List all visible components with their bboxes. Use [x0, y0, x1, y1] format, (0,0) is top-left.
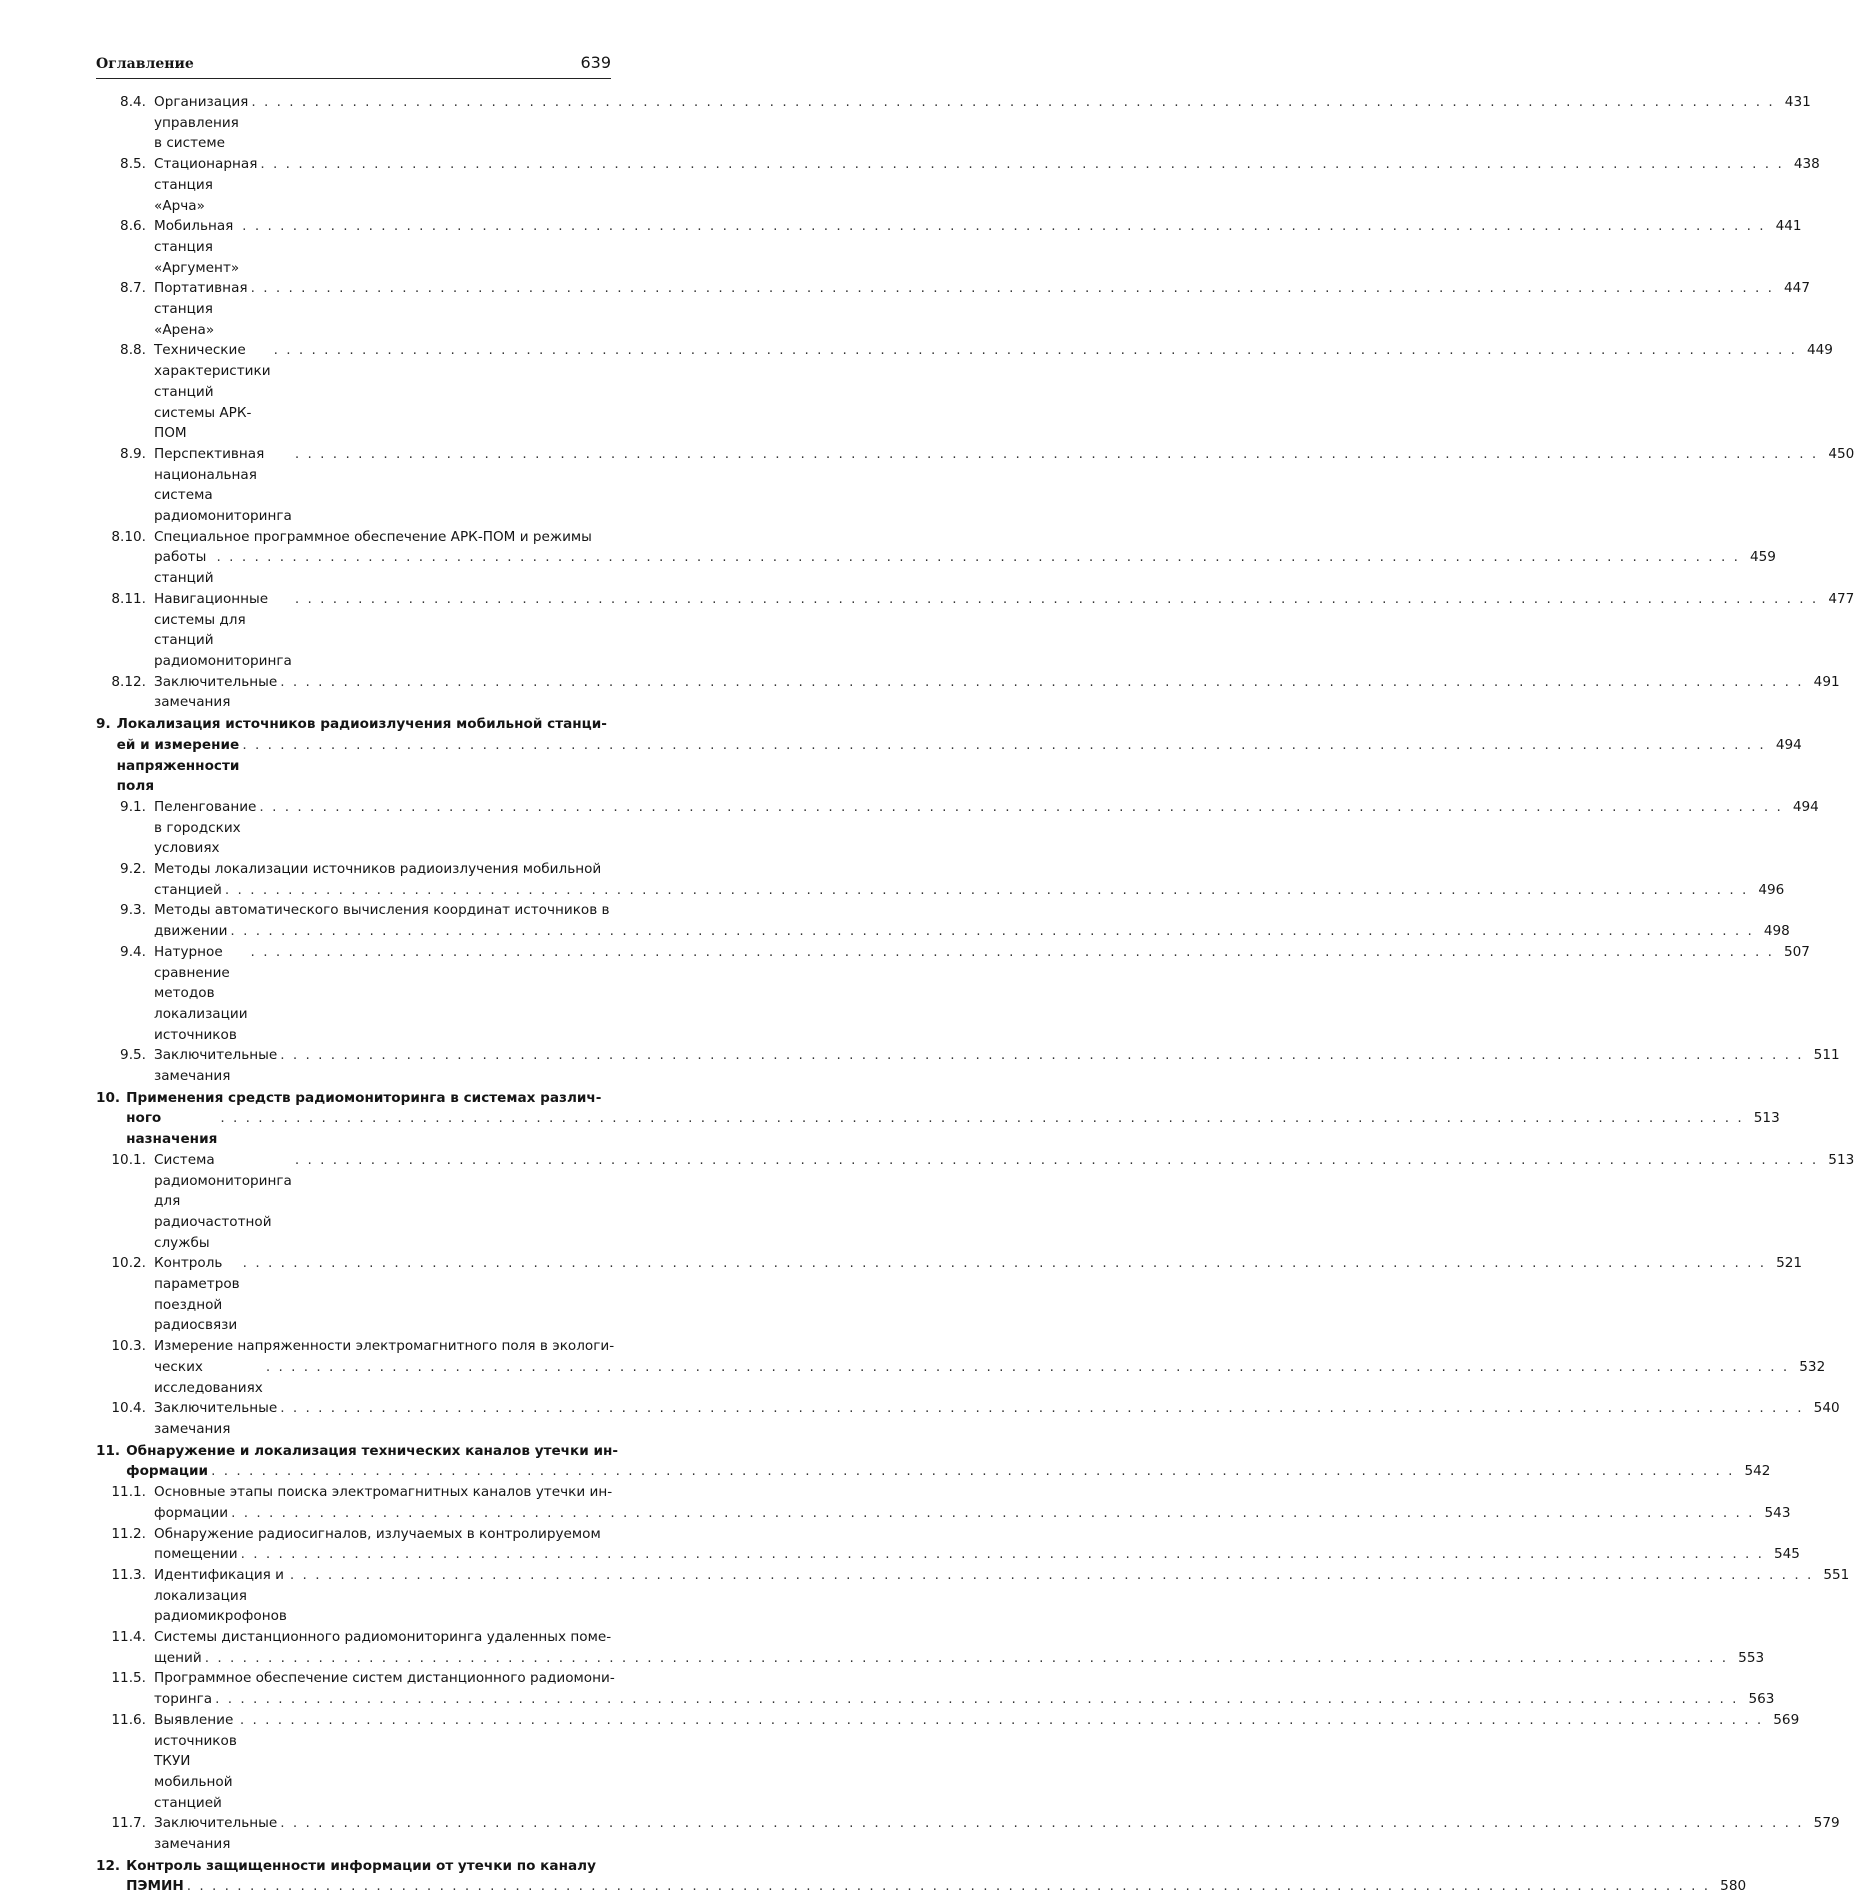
dot-leader [231, 1503, 1754, 1524]
toc-section-entry[interactable] [96, 92, 1811, 154]
toc-section-entry[interactable] [96, 859, 1785, 900]
toc-entry-page: 447 [1784, 280, 1810, 297]
dot-leader [240, 1710, 1763, 1814]
toc-entry-title-line: Применения средств радиомониторинга в системах различ- [126, 1089, 602, 1106]
dot-leader [280, 1813, 1803, 1854]
toc-entry-page: 450 [1828, 445, 1854, 462]
toc-section-entry[interactable] [96, 942, 1810, 1046]
dot-leader [260, 154, 1783, 216]
toc-entry-page: 511 [1813, 1047, 1840, 1064]
toc-entry-page: 438 [1793, 156, 1820, 173]
toc-section-entry[interactable] [96, 1668, 1775, 1709]
toc-entry-page: 507 [1783, 943, 1810, 960]
toc-entry-page: 521 [1776, 1255, 1803, 1272]
toc-entry-number: 10.4. [111, 1400, 146, 1417]
toc-entry-title: Выявление источников ТКУИ мобильной станцией [154, 1711, 237, 1811]
toc-entry-title: Стационарная станция «Арча» [154, 156, 258, 214]
toc-entry-title: станцией [154, 881, 222, 898]
toc-entry-page: 441 [1775, 218, 1802, 235]
toc-section-entry[interactable] [96, 900, 1790, 941]
toc-entry-title: ей и измерение напряженности поля [116, 736, 240, 795]
toc-entry-number: 10. [96, 1089, 121, 1106]
toc-entry-title: Перспективная национальная система радиомониторинга [154, 445, 292, 525]
toc-entry-number: 9.2. [120, 861, 146, 878]
toc-section-entry[interactable] [96, 1565, 1850, 1627]
toc-entry-title: Идентификация и локализация радиомикрофонов [154, 1566, 287, 1625]
toc-entry-title: Контроль параметров поездной радиосвязи [154, 1255, 240, 1334]
toc-entry-page: 477 [1828, 590, 1854, 607]
toc-entry-title-line: Обнаружение и локализация технических каналов утечки ин- [126, 1442, 619, 1459]
toc-entry-title: щений [154, 1649, 202, 1666]
dot-leader [259, 797, 1782, 859]
dot-leader [242, 735, 1765, 797]
toc-entry-page: 449 [1807, 342, 1833, 359]
toc-section-entry[interactable] [96, 1336, 1826, 1398]
toc-entry-number: 9.4. [120, 943, 146, 960]
toc-entry-number: 11.6. [111, 1711, 146, 1728]
toc-entry-number: 8.6. [120, 218, 146, 235]
toc-entry-title-line: Методы автоматического вычисления координат источников в [154, 902, 610, 919]
dot-leader [295, 1150, 1818, 1254]
toc-entry-title: формации [126, 1463, 209, 1480]
dot-leader [280, 672, 1803, 713]
toc-entry-number: 9.1. [120, 798, 146, 815]
toc-section-entry[interactable] [96, 154, 1820, 216]
toc-entry-title: ного назначения [126, 1110, 218, 1148]
toc-entry-number: 11.3. [111, 1566, 146, 1583]
toc-entry-page: 542 [1744, 1463, 1771, 1480]
dot-leader [251, 92, 1774, 154]
toc-chapter-entry[interactable] [96, 714, 1802, 797]
toc-section-entry[interactable] [96, 1482, 1791, 1523]
toc-entry-number: 8.7. [120, 280, 146, 297]
dot-leader [230, 921, 1753, 942]
running-title: Оглавление [96, 56, 194, 72]
toc-section-entry[interactable] [96, 1524, 1800, 1565]
toc-section-entry[interactable] [96, 340, 1833, 444]
toc-entry-number: 9. [96, 716, 111, 733]
toc-entry-title-line: Обнаружение радиосигналов, излучаемых в контролируемом [154, 1525, 601, 1542]
toc-entry-number: 11. [96, 1442, 121, 1459]
dot-leader [242, 216, 1765, 278]
toc-entry-title: Заключительные замечания [154, 1400, 278, 1437]
toc-entry-page: 513 [1753, 1110, 1780, 1127]
toc-section-entry[interactable] [96, 1150, 1854, 1254]
dot-leader [215, 1689, 1738, 1710]
toc-entry-number: 8.11. [111, 590, 146, 607]
toc-entry-title: Технические характеристики станций системы АРК-ПОМ [154, 342, 271, 442]
toc-entry-title: Натурное сравнение методов локализации источников [154, 943, 248, 1043]
toc-section-entry[interactable] [96, 1253, 1803, 1336]
toc-entry-number: 11.1. [111, 1484, 146, 1501]
toc-section-entry[interactable] [96, 527, 1776, 589]
toc-entry-page: 579 [1813, 1815, 1840, 1832]
toc-entry-number: 9.5. [120, 1047, 146, 1064]
toc-section-entry[interactable] [96, 1627, 1765, 1668]
dot-leader [280, 1398, 1803, 1439]
toc-entry-page: 498 [1763, 923, 1790, 940]
toc-entry-page: 494 [1775, 736, 1802, 753]
toc-section-entry[interactable] [96, 797, 1819, 859]
toc-entry-page: 459 [1749, 549, 1776, 566]
dot-leader [205, 1648, 1728, 1669]
toc-entry-title: Мобильная станция «Аргумент» [154, 218, 240, 276]
dot-leader [295, 589, 1818, 672]
toc-entry-number: 8.8. [120, 342, 146, 359]
toc-section-entry[interactable] [96, 1710, 1800, 1814]
toc-entry-page: 580 [1720, 1878, 1747, 1895]
dot-leader [274, 340, 1797, 444]
toc-chapter-entry[interactable] [96, 1088, 1780, 1150]
toc-entry-title: Заключительные замечания [154, 1815, 278, 1853]
toc-section-entry[interactable] [96, 672, 1840, 713]
toc-entry-number: 8.9. [120, 445, 146, 462]
dot-leader [295, 444, 1818, 527]
toc-entry-title-line: Измерение напряженности электромагнитного поля в экологи- [154, 1338, 615, 1355]
toc-chapter-entry[interactable] [96, 1856, 1747, 1897]
dot-leader [211, 1461, 1734, 1482]
toc-entry-number: 11.7. [111, 1815, 146, 1832]
toc-entry-number: 10.2. [111, 1255, 146, 1272]
toc-entry-page: 543 [1764, 1504, 1791, 1521]
page-number: 639 [580, 53, 611, 72]
toc-chapter-entry[interactable] [96, 1441, 1771, 1482]
table-of-contents [96, 92, 1854, 1897]
toc-entry-title: Организация управления в системе [154, 94, 249, 152]
toc-entry-title: Заключительные замечания [154, 673, 278, 711]
toc-entry-title-line: Программное обеспечение систем дистанционного радиомони- [154, 1670, 615, 1687]
running-header [96, 53, 611, 72]
toc-entry-title: Система радиомониторинга для радиочастотной службы [154, 1151, 292, 1251]
toc-entry-title-line: Локализация источников радиоизлучения мобильной станци- [116, 716, 607, 733]
toc-entry-title-line: Методы локализации источников радиоизлучения мобильной [154, 861, 602, 878]
toc-entry-page: 545 [1774, 1546, 1800, 1563]
toc-entry-number: 8.4. [120, 94, 146, 110]
toc-section-entry[interactable] [96, 278, 1810, 340]
toc-entry-title: ческих исследованиях [154, 1358, 263, 1396]
toc-entry-title: торинга [154, 1691, 213, 1708]
toc-entry-title-line: Основные этапы поиска электромагнитных каналов утечки ин- [154, 1484, 613, 1501]
dot-leader [290, 1565, 1813, 1627]
toc-entry-number: 8.10. [111, 528, 146, 545]
toc-section-entry[interactable] [96, 1813, 1840, 1854]
toc-entry-page: 551 [1823, 1566, 1850, 1583]
toc-entry-number: 10.3. [111, 1338, 146, 1355]
dot-leader [217, 547, 1740, 588]
toc-entry-title: помещении [154, 1546, 238, 1563]
toc-section-entry[interactable] [96, 216, 1802, 278]
toc-entry-title: Заключительные замечания [154, 1047, 278, 1085]
toc-entry-title: Пеленгование в городских условиях [154, 798, 257, 857]
toc-section-entry[interactable] [96, 1045, 1840, 1086]
dot-leader [225, 880, 1748, 901]
toc-entry-number: 11.5. [111, 1670, 146, 1687]
toc-entry-number: 11.2. [111, 1525, 146, 1542]
toc-entry-number: 8.12. [111, 673, 146, 690]
toc-entry-page: 491 [1813, 673, 1840, 690]
toc-entry-title: работы станций [154, 549, 214, 587]
dot-leader [251, 278, 1774, 340]
toc-entry-number: 12. [96, 1857, 121, 1874]
toc-entry-page: 496 [1758, 881, 1785, 898]
toc-entry-page: 569 [1773, 1711, 1800, 1728]
toc-section-entry[interactable] [96, 1398, 1840, 1439]
toc-entry-page: 553 [1738, 1649, 1765, 1666]
dot-leader [220, 1108, 1743, 1149]
header-rule [96, 78, 611, 79]
toc-entry-title: Навигационные системы для станций радиомониторинга [154, 590, 292, 669]
toc-entry-number: 9.3. [120, 902, 146, 919]
toc-entry-page: 563 [1748, 1691, 1775, 1708]
toc-entry-page: 532 [1799, 1358, 1826, 1375]
toc-entry-page: 540 [1813, 1400, 1840, 1417]
dot-leader [243, 1253, 1766, 1336]
toc-entry-page: 494 [1792, 798, 1819, 815]
toc-entry-number: 11.4. [111, 1629, 146, 1646]
toc-entry-title: ПЭМИН [126, 1878, 184, 1895]
toc-section-entry[interactable] [96, 444, 1854, 527]
toc-entry-title: формации [154, 1504, 229, 1521]
toc-entry-page: 513 [1828, 1151, 1854, 1168]
dot-leader [241, 1544, 1764, 1565]
dot-leader [187, 1876, 1710, 1897]
toc-entry-title: Портативная станция «Арена» [154, 280, 248, 338]
dot-leader [266, 1357, 1789, 1398]
dot-leader [280, 1045, 1803, 1086]
toc-entry-title-line: Контроль защищенности информации от утечки по каналу [126, 1857, 596, 1874]
toc-entry-page: 431 [1784, 94, 1811, 110]
toc-entry-title-line: Специальное программное обеспечение АРК-ПОМ и режимы [154, 528, 592, 545]
toc-entry-title-line: Системы дистанционного радиомониторинга удаленных поме- [154, 1629, 612, 1646]
toc-entry-title: движении [154, 923, 228, 940]
toc-section-entry[interactable] [96, 589, 1854, 672]
toc-entry-number: 10.1. [111, 1151, 146, 1168]
dot-leader [251, 942, 1774, 1046]
toc-entry-number: 8.5. [120, 156, 146, 173]
